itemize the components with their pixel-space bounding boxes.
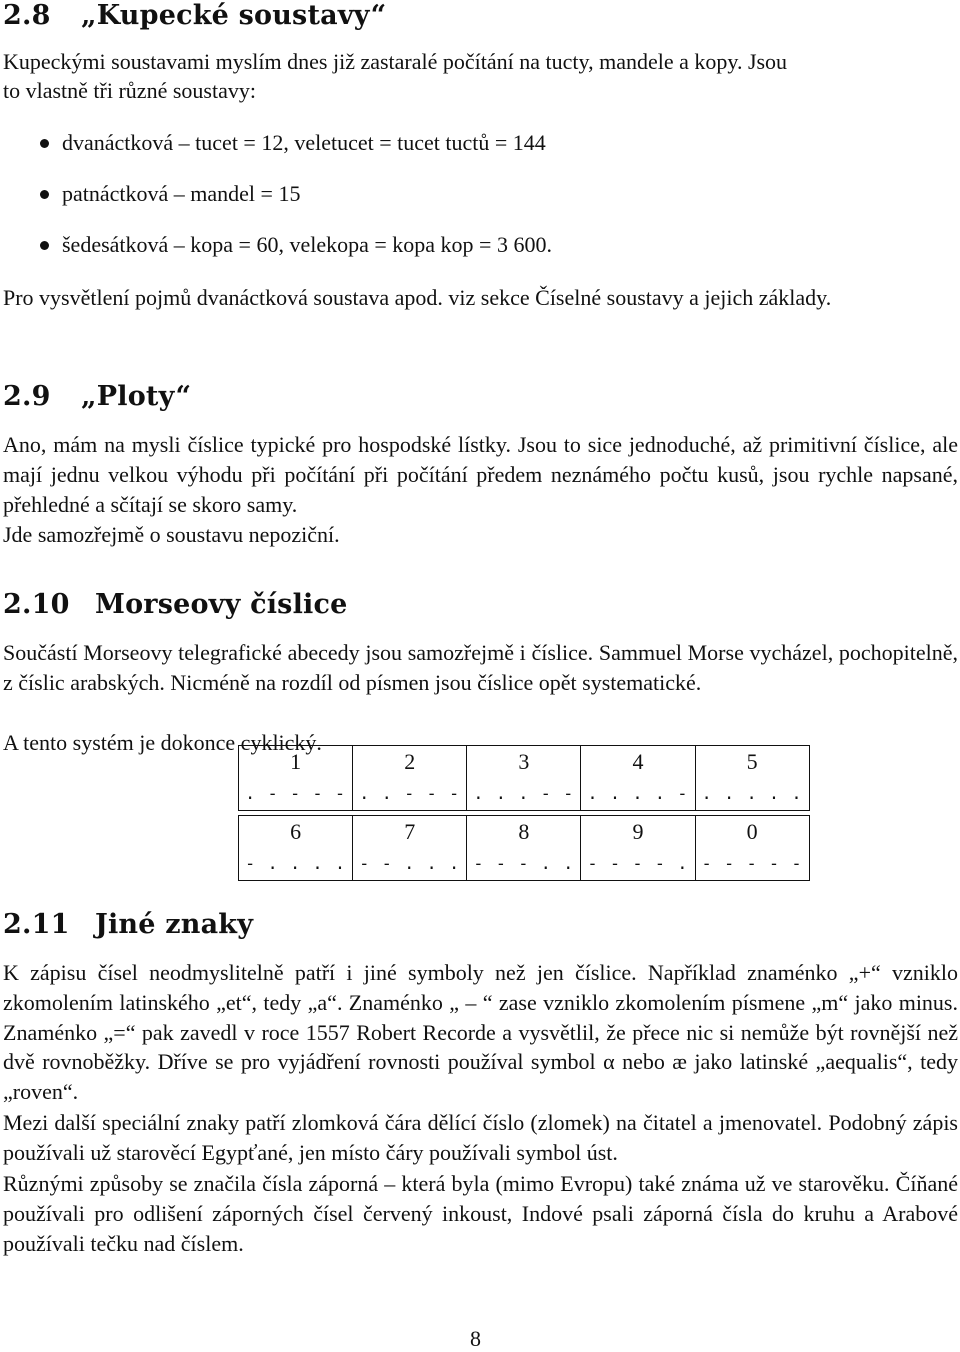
table-cell: . . . . - <box>581 778 695 811</box>
list-item: šedesátková – kopa = 60, velekopa = kopa kop = 3 600. <box>62 232 552 257</box>
section-number: 2.11 <box>3 909 70 940</box>
section-number: 2.10 <box>3 589 70 620</box>
paragraph: Ano, mám na mysli číslice typické pro hospodské lístky. Jsou to sice jednoduché, až primitivní číslice, ale mají jednu velkou výhodu při počítání při počítání předem neznámého počtu kusů, jsou rychle napsané, přehledné a sčítají se skoro samy. <box>3 432 958 517</box>
bullet-icon <box>40 241 49 250</box>
section-number: 2.8 <box>3 0 51 31</box>
table-cell: 0 <box>695 816 809 849</box>
section-heading-2-10 <box>3 589 348 620</box>
paragraph-line: Kupeckými soustavami myslím dnes již zastaralé počítání na tucty, mandele a kopy. Jsou <box>3 49 788 74</box>
table-cell: 3 <box>467 746 581 779</box>
section-heading-2-9 <box>3 381 191 412</box>
bullet-icon <box>40 190 49 199</box>
list-item: dvanáctková – tucet = 12, veletucet = tucet tuctů = 144 <box>62 130 546 155</box>
paragraph: K zápisu čísel neodmyslitelně patří i jiné symboly než jen číslice. Například znaménko „+“ vzniklo zkomolením latinského „et“, tedy „a“. Znaménko „ – “ zase vzniklo zkomolením písmene „m“ jako minus. Znaménko „=“ pak zavedl v roce 1557 Robert Recorde a vysvětlil, že přece nic si nemůže být rovnější než dvě rovnoběžky. Dříve se pro vyjádření rovnosti používal symbol α nebo æ jako latinské „aequalis“, tedy „roven“. <box>3 960 958 1105</box>
table-row <box>239 848 810 881</box>
section-number: 2.9 <box>3 381 51 412</box>
paragraph-line: Jde samozřejmě o soustavu nepoziční. <box>3 522 340 547</box>
table-cell: - - - - . <box>581 848 695 881</box>
table-cell: 1 <box>239 746 353 779</box>
table-cell: 5 <box>695 746 809 779</box>
table-cell: 9 <box>581 816 695 849</box>
list-item: patnáctková – mandel = 15 <box>62 181 301 206</box>
table-cell: . - - - - <box>239 778 353 811</box>
paragraph: Různými způsoby se značila čísla záporná – která byla (mimo Evropu) také známa už ve starověku. Číňané používali pro odlišení záporných čísel červený inkoust, Indové psali záporná čísla do kruhu a Arabové používali tečku nad číslem. <box>3 1171 958 1256</box>
table-row <box>239 778 810 811</box>
section-heading-2-8 <box>3 0 386 31</box>
table-cell: - - - - - <box>695 848 809 881</box>
paragraph: Mezi další speciální znaky patří zlomková čára dělící číslo (zlomek) na čitatel a jmenovatel. Podobný zápis používali už starověcí Egypťané, jen místo čáry používali symbol úst. <box>3 1110 958 1165</box>
table-cell: 2 <box>353 746 467 779</box>
page-number: 8 <box>470 1326 481 1351</box>
paragraph: Pro vysvětlení pojmů dvanáctková soustava apod. viz sekce Číselné soustavy a jejich základy. <box>3 285 832 310</box>
paragraph-line: to vlastně tři různé soustavy: <box>3 78 256 103</box>
table-cell: - - . . . <box>353 848 467 881</box>
section-title: „Ploty“ <box>81 381 192 412</box>
bullet-icon <box>40 139 49 148</box>
table-cell: 6 <box>239 816 353 849</box>
section-title: „Kupecké soustavy“ <box>81 0 387 31</box>
paragraph: Součástí Morseovy telegrafické abecedy jsou samozřejmě i číslice. Sammuel Morse vycházel, pochopitelně, z číslic arabských. Nicméně na rozdíl od písmen jsou číslice opět systematické. <box>3 640 958 695</box>
table-cell: 7 <box>353 816 467 849</box>
table-cell: - - - . . <box>467 848 581 881</box>
table-cell: . . - - - <box>353 778 467 811</box>
section-heading-2-11 <box>3 909 253 940</box>
table-row <box>239 746 810 779</box>
table-cell: 8 <box>467 816 581 849</box>
paragraph-line: A tento systém je dokonce cyklický. <box>3 730 322 755</box>
section-title: Jiné znaky <box>95 909 254 940</box>
table-cell: 4 <box>581 746 695 779</box>
table-row <box>239 816 810 849</box>
table-cell: . . . - - <box>467 778 581 811</box>
section-title: Morseovy číslice <box>95 589 348 620</box>
table-cell: . . . . . <box>695 778 809 811</box>
morse-digits-table <box>238 745 810 881</box>
table-cell: - . . . . <box>239 848 353 881</box>
